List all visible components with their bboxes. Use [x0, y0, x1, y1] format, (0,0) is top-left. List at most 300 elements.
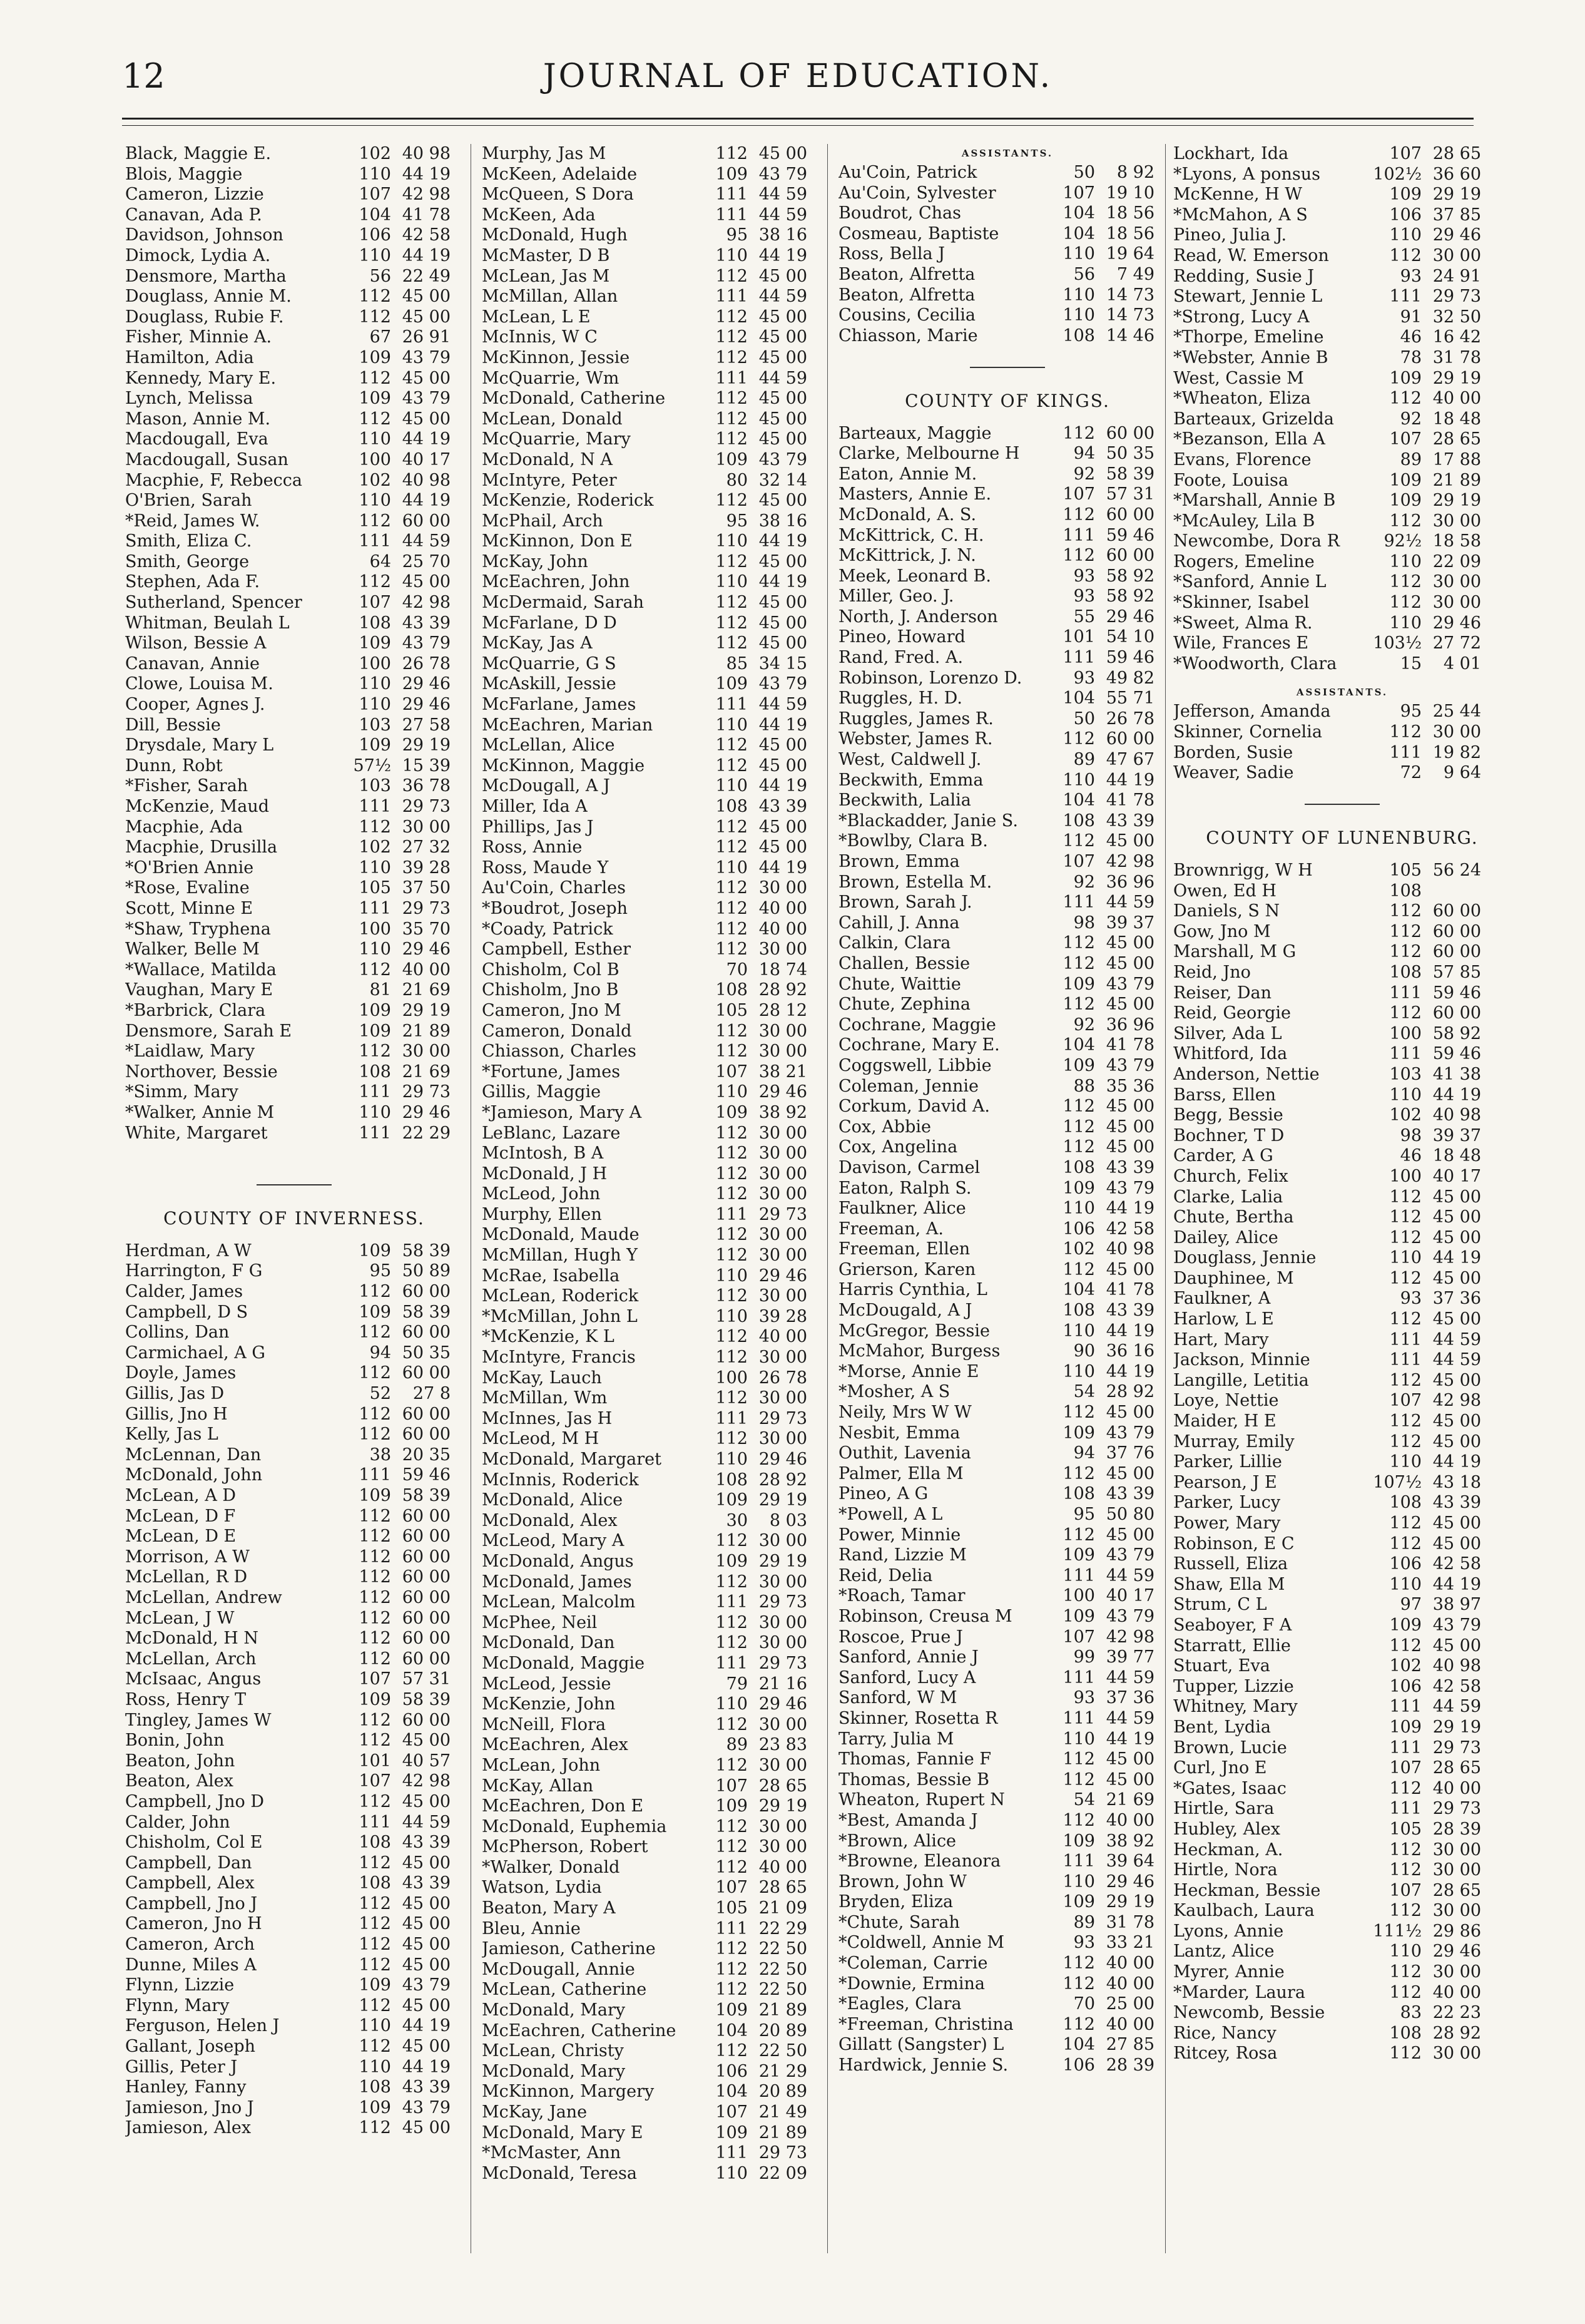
grant-amount: 14 73 [1106, 305, 1154, 325]
teacher-name: McDonald, Hugh [482, 225, 628, 245]
days-taught: 111 [1389, 1044, 1422, 1064]
days-taught: 89 [1073, 1912, 1095, 1932]
teacher-name: Campbell, Dan [125, 1853, 252, 1873]
days-taught: 110 [359, 1102, 391, 1122]
grant-amount: 43 79 [1106, 974, 1154, 994]
table-row [125, 735, 463, 756]
days-taught: 92 [1073, 1015, 1095, 1035]
days-taught: 112 [715, 633, 748, 653]
table-row [838, 913, 1176, 934]
table-row [838, 1035, 1176, 1056]
teacher-name: Coggswell, Libbie [838, 1055, 992, 1075]
grant-amount: 45 00 [402, 1731, 451, 1751]
teacher-name: McDougald, A J [838, 1301, 972, 1321]
days-taught: 109 [1389, 491, 1422, 511]
grant-amount: 30 00 [758, 1164, 807, 1184]
table-row [1173, 2024, 1511, 2044]
grant-amount: 30 00 [1432, 572, 1481, 592]
grant-amount: 40 00 [758, 898, 807, 918]
days-taught: 109 [359, 1486, 391, 1505]
table-row [482, 1307, 820, 1328]
table-row [482, 1246, 820, 1266]
days-taught: 111 [359, 1465, 391, 1485]
table-row [838, 1056, 1176, 1077]
teacher-name: *McMahon, A S [1173, 205, 1308, 225]
days-taught: 110 [715, 1694, 748, 1714]
teacher-name: Curl, Jno E [1173, 1758, 1267, 1778]
teacher-name: *Simm, Mary [125, 1082, 238, 1102]
grant-amount: 40 98 [402, 144, 451, 163]
grant-amount: 17 88 [1432, 449, 1481, 469]
table-row [1173, 963, 1511, 983]
table-row [482, 1062, 820, 1083]
days-taught: 112 [1389, 1636, 1422, 1656]
grant-amount: 42 58 [1106, 1219, 1154, 1239]
teacher-name: Chute, Waittie [838, 974, 961, 994]
teacher-name: Chiasson, Marie [838, 325, 978, 346]
teacher-name: Dimock, Lydia A. [125, 245, 271, 265]
table-row [1173, 1024, 1511, 1045]
table-row [1173, 763, 1511, 784]
days-taught: 112 [359, 1935, 391, 1955]
teacher-name: Beaton, Alfretta [838, 285, 976, 305]
table-row [482, 1144, 820, 1164]
grant-amount: 18 56 [1106, 223, 1154, 243]
table-row [838, 975, 1176, 995]
grant-amount: 45 00 [1432, 1309, 1481, 1329]
teacher-name: *Sanford, Annie L [1173, 572, 1327, 592]
teacher-name: Calder, John [125, 1812, 230, 1832]
days-taught: 103 [1389, 1064, 1422, 1084]
teacher-name: Whitford, Ida [1173, 1044, 1288, 1064]
teacher-name: *Webster, Annie B [1173, 347, 1328, 367]
days-taught: 100 [1063, 1586, 1095, 1606]
days-taught: 112 [715, 1348, 748, 1368]
days-taught: 110 [715, 857, 748, 878]
table-row [482, 287, 820, 307]
days-taught: 112 [1063, 546, 1095, 566]
grant-amount: 36 60 [1432, 164, 1481, 184]
days-taught: 112 [715, 1816, 748, 1836]
grant-amount: 45 00 [402, 2118, 451, 2138]
teacher-name: McDonald, John [125, 1465, 263, 1485]
table-row [1173, 1554, 1511, 1575]
table-row [1173, 1003, 1511, 1024]
teacher-name: McKeen, Adelaide [482, 164, 638, 184]
teacher-name: McLeod, M H [482, 1429, 599, 1449]
grant-amount: 44 59 [1106, 1565, 1154, 1585]
teacher-name: Chisholm, Col B [482, 960, 619, 980]
teacher-name: *Marder, Laura [1173, 1982, 1305, 2002]
table-row [125, 1405, 463, 1425]
table-row [838, 326, 1176, 347]
teacher-name: Ross, Annie [482, 837, 583, 857]
days-taught: 110 [359, 245, 391, 265]
table-row [482, 1756, 820, 1776]
days-taught: 112 [359, 1282, 391, 1302]
teacher-name: *Woodworth, Clara [1173, 653, 1337, 673]
days-taught: 111 [359, 898, 391, 918]
days-taught: 111 [1063, 893, 1095, 913]
days-taught: 112 [715, 409, 748, 429]
table-row [1173, 1615, 1511, 1636]
table-row [1173, 246, 1511, 267]
days-taught: 93 [1073, 668, 1095, 688]
days-taught: 112 [715, 1612, 748, 1632]
grant-amount: 30 00 [758, 1144, 807, 1164]
grant-amount [1422, 881, 1481, 902]
teacher-name: Brown, Sarah J. [838, 893, 972, 913]
table-row [482, 817, 820, 838]
teacher-name: Macdougall, Eva [125, 429, 268, 449]
grant-amount: 45 00 [1432, 1636, 1481, 1656]
days-taught: 111 [359, 531, 391, 551]
days-taught: 109 [715, 1796, 748, 1816]
table-row [838, 1770, 1176, 1791]
days-taught: 112 [359, 307, 391, 327]
grant-amount: 32 14 [758, 470, 807, 490]
table-row [125, 1629, 463, 1649]
teacher-name: McMaster, D B [482, 245, 610, 265]
grant-amount: 58 92 [1432, 1023, 1481, 1043]
days-taught: 112 [359, 1853, 391, 1873]
table-row [1173, 1983, 1511, 2004]
table-row [838, 586, 1176, 607]
teacher-name: McLeod, John [482, 1184, 601, 1204]
days-taught: 109 [715, 674, 748, 694]
days-taught: 104 [715, 2020, 748, 2040]
grant-amount: 28 65 [758, 1878, 807, 1898]
table-row [838, 1831, 1176, 1852]
grant-amount: 18 56 [1106, 203, 1154, 223]
teacher-name: McDermaid, Sarah [482, 593, 645, 613]
grant-amount: 44 19 [1106, 770, 1154, 790]
grant-amount: 28 39 [1106, 2055, 1154, 2076]
table-row [1173, 450, 1511, 471]
days-taught: 108 [1063, 1157, 1095, 1177]
days-taught: 64 [369, 551, 391, 571]
grant-amount: 30 00 [1432, 1962, 1481, 1982]
teacher-name: West, Cassie M [1173, 368, 1304, 388]
teacher-name: Cox, Angelina [838, 1137, 958, 1157]
grant-amount: 33 21 [1106, 1933, 1154, 1953]
grant-amount: 28 39 [1432, 1819, 1481, 1839]
grant-amount: 30 00 [758, 1572, 807, 1592]
teacher-name: Douglass, Rubie F. [125, 307, 284, 327]
grant-amount: 60 00 [1432, 1003, 1481, 1023]
grant-amount: 45 00 [758, 613, 807, 633]
grant-amount: 40 00 [1106, 2014, 1154, 2034]
grant-amount: 45 00 [758, 593, 807, 613]
days-taught: 110 [715, 1450, 748, 1469]
section-title-kings: COUNTY OF KINGS. [905, 390, 1110, 411]
table-row [125, 1282, 463, 1303]
teacher-name: Canavan, Ada P. [125, 205, 262, 225]
days-taught: 46 [1400, 327, 1422, 347]
table-row [482, 1919, 820, 1940]
grant-amount: 44 19 [1106, 1199, 1154, 1219]
table-row [838, 163, 1176, 183]
grant-amount: 18 48 [1432, 409, 1481, 429]
column-2 [482, 144, 820, 2272]
page-header [122, 56, 1474, 100]
teacher-name: *Freeman, Christina [838, 2014, 1014, 2034]
teacher-name: Barss, Ellen [1173, 1085, 1277, 1105]
grant-amount: 42 98 [1106, 852, 1154, 871]
table-row [838, 1443, 1176, 1464]
teacher-list [1173, 861, 1511, 2064]
grant-amount: 21 89 [758, 2000, 807, 2020]
table-row [1173, 1799, 1511, 1820]
grant-amount: 44 19 [402, 164, 451, 184]
teacher-name: McIntosh, B A [482, 1144, 604, 1164]
table-row [838, 1953, 1176, 1974]
teacher-name: *Shaw, Tryphena [125, 919, 271, 939]
teacher-name: *Powell, A L [838, 1505, 943, 1524]
table-row [125, 1996, 463, 2017]
grant-amount: 30 00 [1432, 1840, 1481, 1860]
grant-amount: 35 36 [1106, 1076, 1154, 1096]
grant-amount: 18 74 [758, 960, 807, 980]
days-taught: 100 [359, 449, 391, 469]
teacher-name: McQuarrie, Mary [482, 429, 631, 449]
teacher-name: *Fortune, James [482, 1062, 621, 1082]
grant-amount: 29 73 [402, 1082, 451, 1102]
table-row [838, 1607, 1176, 1627]
grant-amount: 29 19 [402, 1000, 451, 1020]
teacher-name: *O'Brien Annie [125, 857, 254, 878]
table-row [838, 873, 1176, 893]
table-row [838, 1974, 1176, 1995]
table-row [125, 409, 463, 430]
days-taught: 112 [1389, 1207, 1422, 1227]
days-taught: 92 [1073, 464, 1095, 484]
grant-amount: 58 92 [1106, 566, 1154, 586]
teacher-name: Langille, Letitia [1173, 1370, 1309, 1390]
grant-amount: 30 00 [402, 817, 451, 837]
grant-amount: 55 71 [1106, 688, 1154, 709]
teacher-name: Lyons, Annie [1173, 1921, 1284, 1941]
teacher-name: Hanley, Fanny [125, 2077, 247, 2097]
teacher-list [125, 1241, 463, 2139]
days-taught: 110 [1389, 1085, 1422, 1105]
teacher-name: McEachren, Don E [482, 1796, 644, 1816]
teacher-name: McGregor, Bessie [838, 1321, 991, 1341]
days-taught: 94 [1073, 444, 1095, 464]
teacher-name: West, Caldwell J. [838, 750, 982, 770]
teacher-name: Coleman, Jennie [838, 1076, 979, 1096]
table-row [1173, 1391, 1511, 1411]
days-taught: 111 [715, 695, 748, 715]
days-taught: 107 [1063, 852, 1095, 871]
teacher-name: Whitman, Beulah L [125, 613, 290, 633]
teacher-name: McKenzie, John [482, 1694, 616, 1714]
teacher-name: *Skinner, Isabel [1173, 593, 1310, 613]
teacher-name: Webster, James R. [838, 729, 993, 749]
grant-amount: 43 79 [402, 633, 451, 653]
teacher-name: *Marshall, Annie B [1173, 491, 1336, 511]
grant-amount: 36 78 [402, 776, 451, 796]
column-1 [125, 144, 463, 2272]
teacher-name: Daniels, S N [1173, 901, 1280, 921]
teacher-name: Beaton, Alfretta [838, 264, 976, 284]
grant-amount: 19 82 [1432, 742, 1481, 762]
grant-amount: 29 73 [758, 1204, 807, 1224]
days-taught: 111 [1063, 1851, 1095, 1871]
grant-amount: 8 03 [769, 1510, 807, 1530]
days-taught: 112 [1389, 593, 1422, 613]
grant-amount: 45 00 [758, 817, 807, 837]
teacher-name: Ross, Henry T [125, 1689, 247, 1709]
grant-amount: 60 00 [402, 1282, 451, 1302]
table-row [1173, 1350, 1511, 1371]
grant-amount: 60 00 [1106, 546, 1154, 566]
teacher-name: McDonald, A. S. [838, 504, 977, 525]
days-taught: 50 [1073, 163, 1095, 182]
teacher-name: Stuart, Eva [1173, 1656, 1270, 1676]
grant-amount: 42 98 [1432, 1391, 1481, 1411]
teacher-name: McInnis, Roderick [482, 1470, 639, 1490]
teacher-name: McLean, L E [482, 307, 591, 327]
days-taught: 105 [715, 1000, 748, 1020]
teacher-name: Ross, Bella J [838, 244, 945, 264]
grant-amount: 21 89 [402, 1021, 451, 1041]
table-row [125, 1323, 463, 1343]
grant-amount: 43 79 [758, 164, 807, 184]
table-row [1173, 1717, 1511, 1738]
days-taught: 109 [359, 389, 391, 409]
days-taught: 112 [715, 1225, 748, 1245]
table-row [838, 1933, 1176, 1953]
teacher-name: *Barbrick, Clara [125, 1000, 266, 1020]
grant-amount: 25 70 [402, 551, 451, 571]
teacher-name: Parker, Lucy [1173, 1493, 1281, 1513]
days-taught: 110 [715, 1082, 748, 1102]
days-taught: 109 [1063, 974, 1095, 994]
grant-amount: 29 46 [402, 695, 451, 715]
days-taught: 112 [715, 1429, 748, 1449]
teacher-name: *Coldwell, Annie M [838, 1933, 1004, 1953]
teacher-name: Chute, Zephina [838, 995, 971, 1015]
teacher-name: Challen, Bessie [838, 953, 971, 973]
table-row [482, 572, 820, 593]
grant-amount: 44 59 [1106, 1667, 1154, 1687]
teacher-name: Cameron, Arch [125, 1935, 255, 1955]
teacher-name: Thomas, Bessie B [838, 1769, 989, 1789]
table-row [838, 770, 1176, 791]
table-row [125, 1833, 463, 1853]
table-row [482, 2000, 820, 2021]
table-row [838, 444, 1176, 464]
teacher-name: *Brown, Alice [838, 1831, 957, 1851]
table-row [125, 878, 463, 899]
teacher-name: Chisholm, Jno B [482, 980, 619, 1000]
grant-amount: 38 16 [758, 511, 807, 531]
table-row [482, 2102, 820, 2123]
teacher-name: Robinson, E C [1173, 1533, 1295, 1554]
grant-amount: 38 16 [758, 225, 807, 245]
days-taught: 104 [715, 2082, 748, 2102]
teacher-list [1173, 144, 1511, 674]
table-row [1173, 531, 1511, 552]
teacher-name: Newcomb, Bessie [1173, 2003, 1325, 2023]
grant-amount: 60 00 [402, 1425, 451, 1445]
teacher-name: *Morse, Annie E [838, 1361, 979, 1381]
days-taught: 108 [715, 980, 748, 1000]
table-row [125, 1363, 463, 1384]
days-taught: 110 [1063, 1871, 1095, 1891]
days-taught: 111 [1389, 287, 1422, 307]
days-taught: 112 [715, 551, 748, 571]
table-row [482, 1164, 820, 1185]
table-row [1173, 743, 1511, 764]
teacher-name: Reid, Georgie [1173, 1003, 1291, 1023]
teacher-name: McLeod, Mary A [482, 1531, 624, 1551]
grant-amount: 60 00 [1432, 921, 1481, 941]
days-taught: 70 [1073, 1994, 1095, 2014]
table-row [1173, 1860, 1511, 1881]
teacher-name: Herdman, A W [125, 1241, 252, 1261]
table-row [1173, 1432, 1511, 1453]
teacher-name: McAskill, Jessie [482, 674, 616, 694]
grant-amount: 40 98 [402, 470, 451, 490]
grant-amount: 20 35 [402, 1445, 451, 1465]
grant-amount: 29 46 [1432, 613, 1481, 633]
table-row [838, 1321, 1176, 1342]
teacher-name: Dailey, Alice [1173, 1227, 1278, 1247]
grant-amount: 39 77 [1106, 1647, 1154, 1667]
table-row [838, 1199, 1176, 1219]
table-row [838, 933, 1176, 954]
table-row [1173, 144, 1511, 165]
grant-amount: 43 79 [1432, 1615, 1481, 1635]
teacher-name: McLean, J W [125, 1608, 235, 1628]
table-row [838, 1913, 1176, 1933]
grant-amount: 18 48 [1432, 1146, 1481, 1166]
grant-amount: 21 89 [1432, 470, 1481, 490]
days-taught: 105 [359, 878, 391, 898]
grant-amount: 29 19 [1106, 1892, 1154, 1912]
teacher-name: Collins, Dan [125, 1323, 230, 1343]
table-row [838, 285, 1176, 306]
days-taught: 108 [715, 1470, 748, 1490]
table-row [1173, 572, 1511, 593]
table-row [1173, 1187, 1511, 1208]
table-row [838, 1260, 1176, 1281]
grant-amount: 43 39 [402, 613, 451, 633]
teacher-name: Jamieson, Alex [125, 2118, 252, 2138]
table-row [125, 654, 463, 675]
days-taught: 109 [359, 1000, 391, 1020]
teacher-name: McIsaac, Angus [125, 1669, 262, 1689]
table-row [125, 1567, 463, 1588]
days-taught: 110 [715, 776, 748, 796]
grant-amount: 29 46 [758, 1266, 807, 1286]
days-taught: 112 [1063, 953, 1095, 973]
days-taught: 111 [715, 185, 748, 205]
grant-amount: 44 59 [1432, 1329, 1481, 1349]
grant-amount: 44 19 [1432, 1085, 1481, 1105]
grant-amount: 60 00 [402, 1527, 451, 1547]
teacher-name: *Thorpe, Emeline [1173, 327, 1324, 347]
table-row [838, 750, 1176, 770]
table-row [1173, 1779, 1511, 1799]
table-row [838, 1545, 1176, 1566]
grant-amount: 30 00 [758, 1837, 807, 1857]
teacher-name: Jefferson, Amanda [1173, 702, 1331, 722]
teacher-name: Douglass, Jennie [1173, 1248, 1317, 1268]
table-row [838, 1239, 1176, 1260]
